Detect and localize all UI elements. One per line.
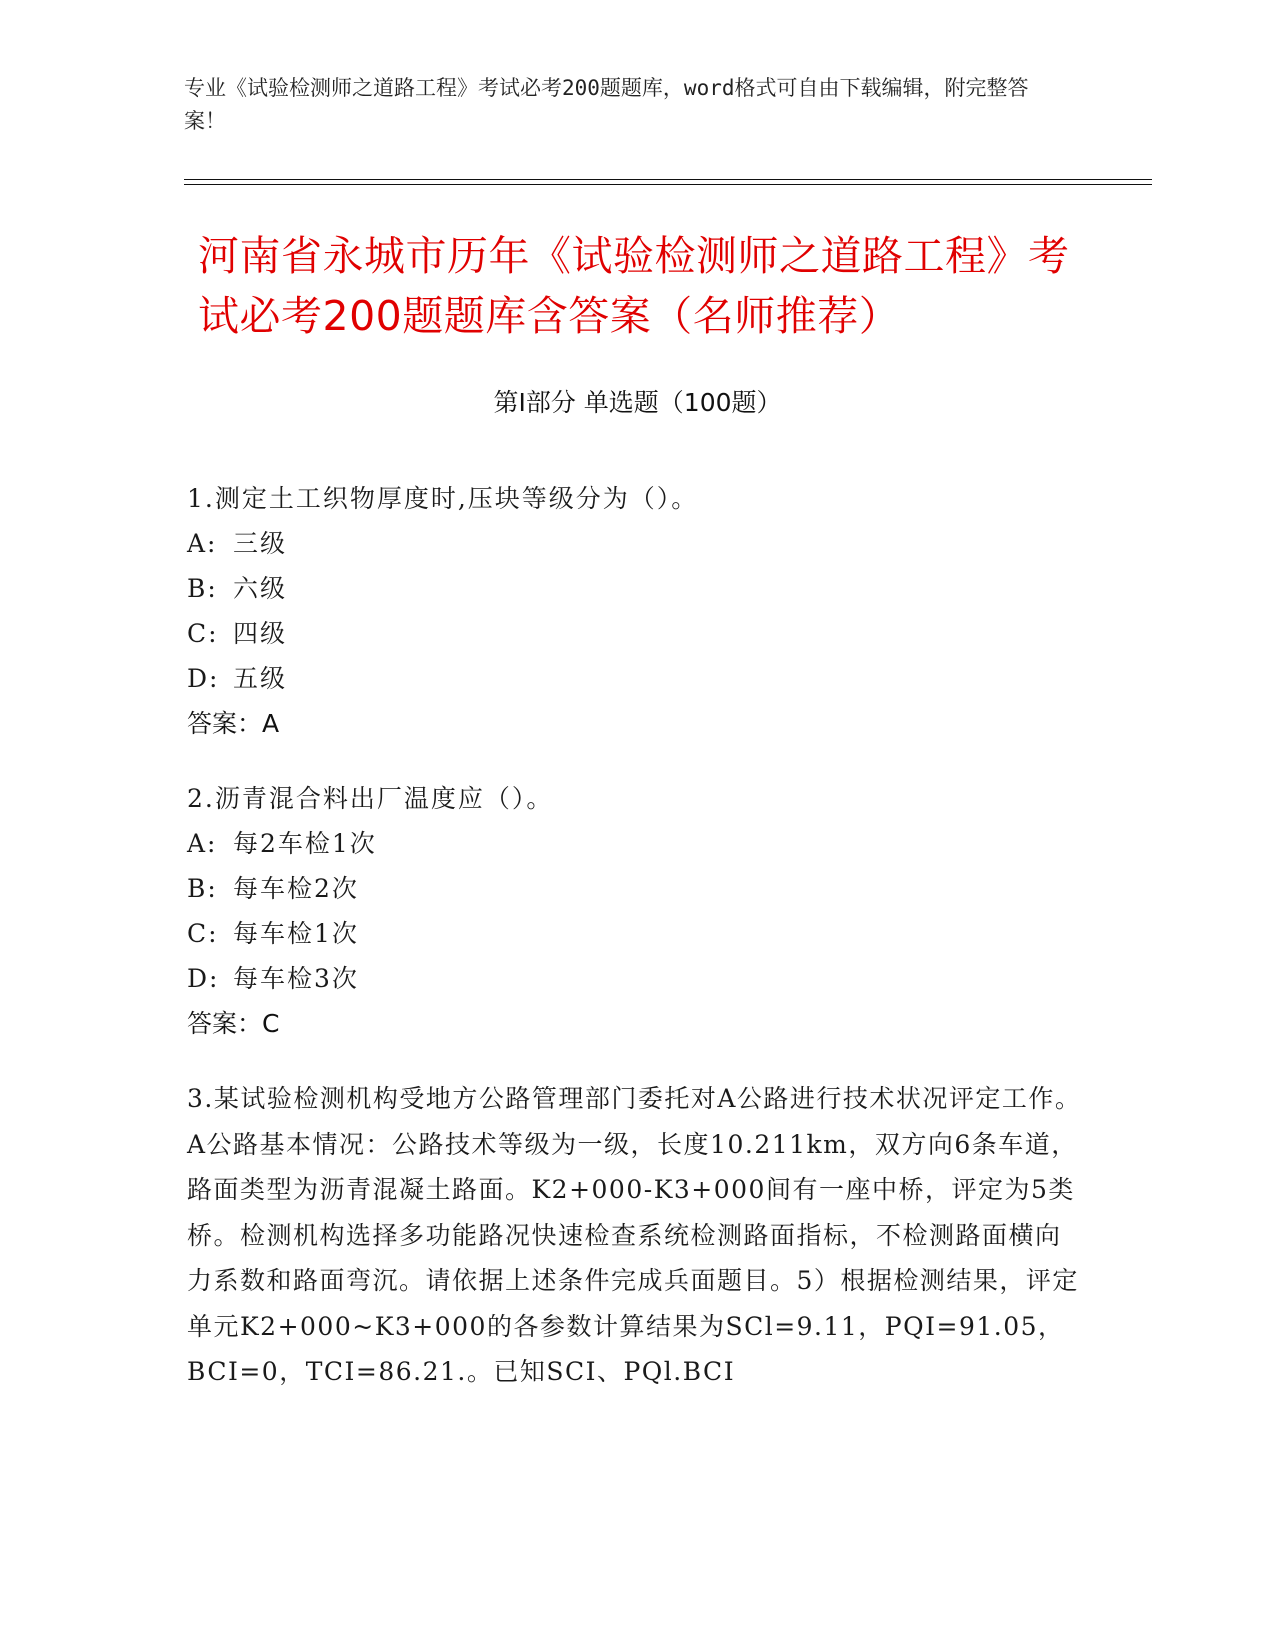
header-rule-bottom [184, 184, 1152, 185]
option-text: 每2车检1次 [233, 829, 377, 858]
option-text: 六级 [233, 574, 288, 603]
question-1 [187, 476, 1087, 746]
option-d [187, 656, 1087, 701]
option-d [187, 956, 1087, 1001]
option-b [187, 566, 1087, 611]
question-3 [187, 1076, 1087, 1395]
option-letter: C: [187, 919, 219, 948]
question-2 [187, 776, 1087, 1046]
option-letter: B: [187, 874, 218, 903]
question-stem: 3.某试验检测机构受地方公路管理部门委托对A公路进行技术状况评定工作。A公路基本情况：公路技术等级为一级，长度10.211km，双方向6条车道，路面类型为沥青混凝土路面。K2+000-K3+000间有一座中桥，评定为5类桥。检测机构选择多功能路况快速检查系统检测路面指标，不检测路面横向力系数和路面弯沉。请依据上述条件完成兵面题目。5）根据检测结果，评定单元K2+000~K3+000的各参数计算结果为SCl=9.11，PQI=91.05，BCI=0，TCI=86.21.。已知SCI、PQl.BCI [187, 1084, 1082, 1386]
option-text: 三级 [233, 529, 288, 558]
answer-line: 答案：A [187, 709, 280, 738]
section-title: 第Ⅰ部分 单选题（100题） [493, 388, 782, 417]
document-title: 河南省永城市历年《试验检测师之道路工程》考试必考200题题库含答案（名师推荐） [198, 232, 1070, 340]
header-rule-top [184, 179, 1152, 180]
option-c [187, 611, 1087, 656]
question-list [187, 476, 1087, 1425]
option-letter: C: [187, 619, 219, 648]
option-letter: B: [187, 574, 218, 603]
option-text: 每车检2次 [233, 874, 359, 903]
question-stem: 2.沥青混合料出厂温度应（）。 [187, 784, 554, 813]
option-letter: D: [187, 664, 220, 693]
option-letter: D: [187, 964, 220, 993]
option-text: 每车检1次 [233, 919, 359, 948]
option-text: 四级 [233, 619, 288, 648]
option-letter: A: [187, 529, 218, 558]
option-b [187, 866, 1087, 911]
question-stem: 1.测定土工织物厚度时,压块等级分为（）。 [187, 484, 699, 513]
option-letter: A: [187, 829, 218, 858]
option-c [187, 911, 1087, 956]
answer-line: 答案：C [187, 1009, 280, 1038]
header-note: 专业《试验检测师之道路工程》考试必考200题题库，word格式可自由下载编辑，附完整答案！ [184, 76, 1029, 133]
option-a [187, 521, 1087, 566]
option-text: 五级 [233, 664, 288, 693]
option-text: 每车检3次 [233, 964, 359, 993]
option-a [187, 821, 1087, 866]
